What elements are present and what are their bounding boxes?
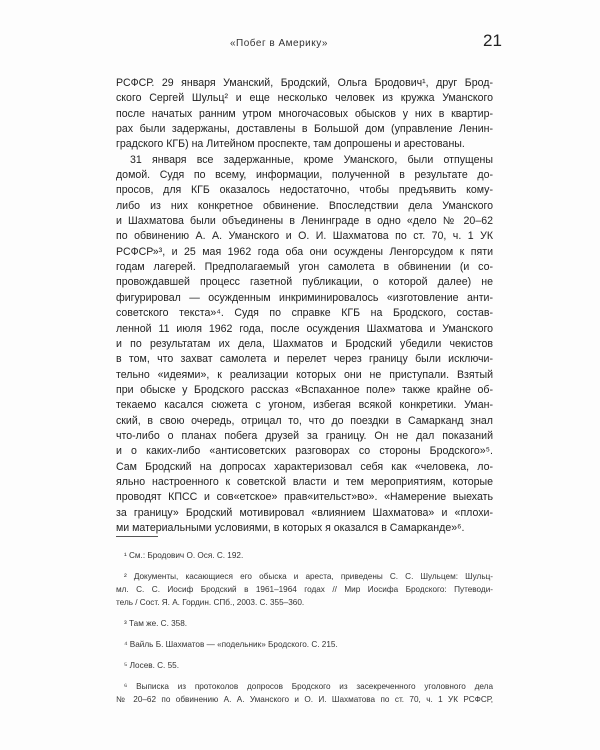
text-line: при обыске у Бродского рассказ «Вспаханное поле» также крайне об- — [116, 383, 493, 396]
footnote-line: № 20–62 по обвинению А. А. Уманского и О. И. Шахматова по ст. 70, ч. 1 УК РСФСР, — [116, 695, 493, 704]
text-line: годам лагерей. Предполагаемый угон самолета в обвинении (и со- — [116, 261, 493, 274]
footnote-line: ³ Там же. С. 358. — [124, 619, 188, 628]
footnote-4 — [116, 638, 493, 651]
text-line: фигурировал — осужденным инкриминировалось «изготовление анти- — [116, 291, 493, 304]
footnote-5 — [116, 659, 493, 672]
running-head: «Побег в Америку» — [230, 38, 328, 49]
footnote-line: мл. С. С. Иосиф Бродский в 1961–1964 годах // Мир Иосифа Бродского: Путеводи- — [116, 585, 493, 594]
text-line: РСФСР»³, и 25 мая 1962 года оба они осуждены Ленгорсудом к пяти — [116, 245, 493, 258]
text-line: и Шахматова были объединены в Ленинграде в одно «дело № 20–62 — [116, 215, 493, 228]
text-line: что-либо о планах побега друзей за границу. Он не дал показаний — [116, 429, 493, 442]
footnote-line: ¹ См.: Бродович О. Ося. С. 192. — [124, 551, 244, 560]
text-line: Сам Бродский на допросах характеризовал себя как «человека, ло- — [116, 460, 493, 473]
text-line: тельно «идеями», к реализации которых они не приступали. Взятый — [116, 368, 493, 381]
text-line: ский, в свою очередь, отрицал то, что до поездки в Самарканд знал — [116, 414, 493, 427]
footnote-line: ² Документы, касающиеся его обыска и ареста, приведены С. С. Шульцем: Шульц- — [124, 572, 493, 581]
main-text — [116, 76, 493, 536]
footnote-line: ⁶ Выписка из протоколов допросов Бродского из засекреченного уголовного дела — [124, 682, 493, 691]
footnote-line: ⁵ Лосев. С. 55. — [124, 661, 179, 670]
text-line: и о каких-либо «антисоветских разговорах со стороны Бродского»⁵. — [116, 445, 493, 458]
text-line: рах были задержаны, доставлены в Большой дом (управление Ленин- — [116, 123, 493, 136]
text-line: за границу» Бродский мотивировал «влиянием Шахматова» и «плохи- — [116, 506, 493, 519]
page-number: 21 — [483, 31, 502, 50]
text-line: ми материальными условиями, в которых я оказался в Самарканде»⁶. — [116, 521, 465, 534]
footnote-divider — [116, 536, 158, 537]
text-line: после начатых ранним утром многочасовых обысков у них в квартир- — [116, 107, 493, 120]
text-line: ского Сергей Шульц² и еще несколько человек из кружка Уманского — [116, 92, 493, 105]
footnote-1 — [116, 549, 493, 562]
text-line: в том, что захват самолета и перелет через границу были исключи- — [116, 353, 493, 366]
text-line: просов, для КГБ оказалось недостаточно, чтобы предъявить кому- — [116, 184, 493, 197]
footnote-6 — [116, 680, 493, 706]
text-line: и по результатам их дела, Шахматов и Бродский убедили чекистов — [116, 337, 493, 350]
text-line: 31 января все задержанные, кроме Уманского, были отпущены — [130, 153, 493, 166]
text-line: домой. Судя по всему, информации, полученной в результате до- — [116, 169, 493, 182]
text-line: советского текста»⁴. Судя по справке КГБ на Бродского, состав- — [116, 307, 493, 320]
footnote-2 — [116, 570, 493, 609]
text-line: по обвинению А. А. Уманского и О. И. Шахматова по ст. 70, ч. 1 УК — [116, 230, 493, 243]
footnote-3 — [116, 617, 493, 630]
text-line: проводят КПСС и сов«етское» прав«ительст»во». «Намерение выехать — [116, 491, 493, 504]
text-line: либо из них конкретное обвинение. Впоследствии дела Уманского — [116, 199, 493, 212]
text-line: ленной 11 июля 1962 года, после осуждения Шахматова и Уманского — [116, 322, 493, 335]
text-line: градского КГБ) на Литейном проспекте, там допрошены и арестованы. — [116, 138, 465, 151]
footnotes — [116, 549, 493, 714]
text-line: яльно настроенного к советской власти и тем мероприятиям, которые — [116, 475, 493, 488]
text-line: провождавшей процесс газетной публикации, о которой далее) не — [116, 276, 493, 289]
text-line: текаемо касался сюжета с угоном, избегая всякой конкретики. Уман- — [116, 399, 493, 412]
text-line: РСФСР. 29 января Уманский, Бродский, Ольга Бродович¹, друг Брод- — [116, 77, 493, 89]
footnote-line: тель / Сост. Я. А. Гордин. СПб., 2003. С. 355–360. — [116, 598, 305, 607]
footnote-line: ⁴ Вайль Б. Шахматов — «подельник» Бродского. С. 215. — [124, 640, 338, 649]
